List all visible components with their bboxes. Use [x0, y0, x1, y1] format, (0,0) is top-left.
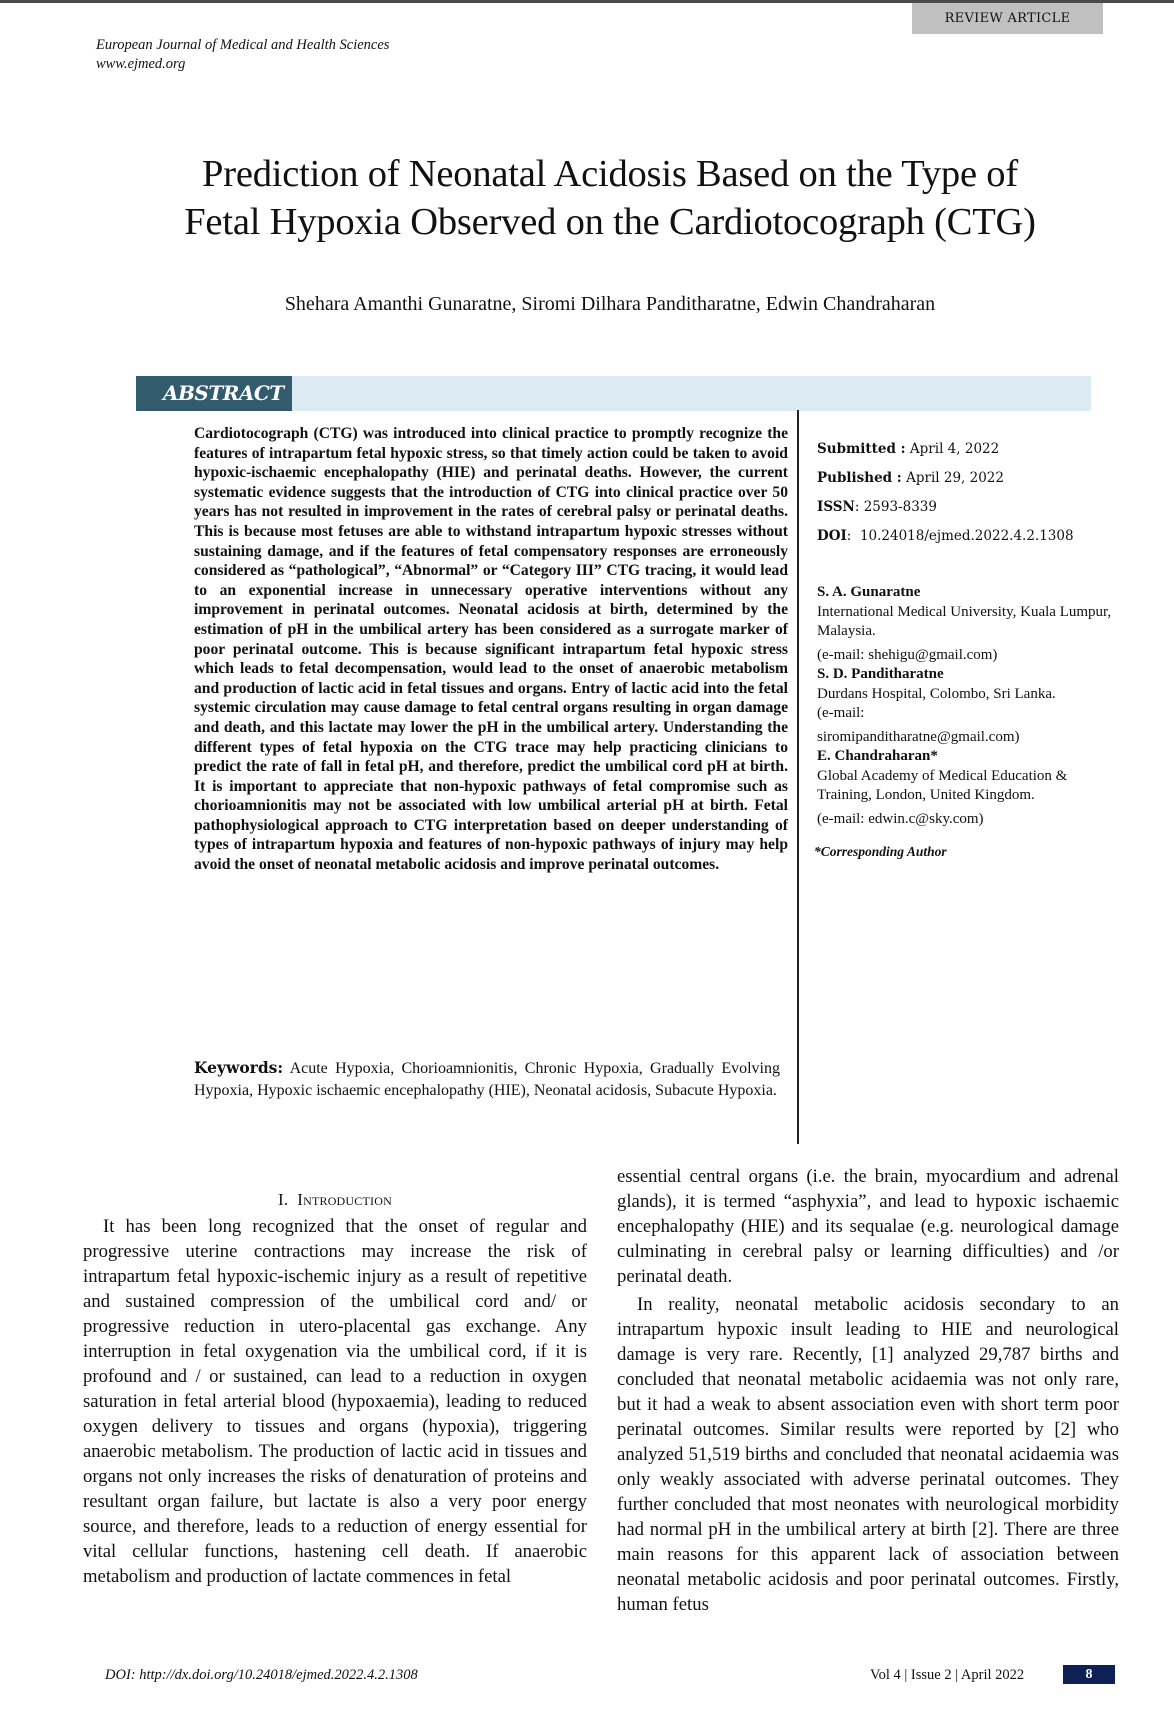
affiliation-email[interactable]: (e-mail: edwin.c@sky.com)	[817, 810, 984, 827]
body-column-right	[617, 1164, 1119, 1617]
doi-value[interactable]: 10.24018/ejmed.2022.4.2.1308	[859, 528, 1074, 544]
affiliation-institution: Durdans Hospital, Colombo, Sri Lanka.	[817, 685, 1056, 702]
title-line-2: Fetal Hypoxia Observed on the Cardiotocograph (CTG)	[184, 201, 1036, 243]
journal-name: European Journal of Medical and Health Sciences	[96, 37, 390, 53]
author-affiliations	[817, 583, 1117, 829]
doi: DOI: 10.24018/ejmed.2022.4.2.1308	[817, 528, 1074, 544]
affiliation-email[interactable]: (e-mail: shehigu@gmail.com)	[817, 646, 998, 663]
submitted-label: Submitted :	[817, 441, 906, 457]
abstract-header-bar	[136, 376, 1091, 411]
keywords	[194, 1057, 780, 1102]
published-date	[817, 469, 1117, 498]
issn-value: 2593-8339	[863, 499, 937, 515]
body-paragraph: It has been long recognized that the onset of regular and progressive uterine contractions may increase the risk of intrapartum fetal hypoxic-ischemic injury as a result of repetitive and sustained compression of the umbilical cord and/ or progressive reduction in utero-placental gas exchange. Any interruption in fetal oxygenation via the umbilical cord, if it is profound and / or sustained, can lead to a reduction in oxygen saturation in fetal arterial blood (hypoxaemia), leading to reduced oxygen delivery to tissues and organs (hypoxia), triggering anaerobic metabolism. The production of lactic acid in tissues and organs not only increases the risks of denaturation of proteins and resultant organ failure, but lactate is also a very poor energy source, and therefore, leads to a reduction of energy essential for vital cellular functions, hastening cell death. If anaerobic metabolism and production of lactate commences in fetal	[83, 1216, 587, 1587]
doi-label: DOI	[817, 528, 847, 544]
page-number: 8	[1063, 1665, 1115, 1684]
section-number: I.	[278, 1190, 289, 1209]
body-column-left	[83, 1214, 587, 1589]
affiliation-email[interactable]: siromipanditharatne@gmail.com)	[817, 728, 1020, 745]
article-metadata	[817, 440, 1117, 556]
keywords-label: Keywords:	[194, 1058, 284, 1077]
abstract-label: ABSTRACT	[136, 376, 292, 411]
corresponding-author-note: *Corresponding Author	[814, 844, 947, 859]
published-label: Published :	[817, 470, 902, 486]
footer-doi[interactable]: DOI: http://dx.doi.org/10.24018/ejmed.2022.4.2.1308	[105, 1667, 418, 1683]
submitted-date	[817, 440, 1117, 469]
column-divider	[797, 410, 799, 1144]
footer-volume-issue: Vol 4 | Issue 2 | April 2022	[870, 1667, 1025, 1683]
section-title: Introduction	[297, 1190, 392, 1209]
keywords-list: Acute Hypoxia, Chorioamnionitis, Chronic Hypoxia, Gradually Evolving Hypoxia, Hypoxic ischaemic encephalopathy (HIE), Neonatal acidosis, Subacute Hypoxia.	[194, 1060, 781, 1099]
journal-url[interactable]: www.ejmed.org	[96, 56, 186, 72]
journal-header	[96, 36, 389, 74]
abstract-text: Cardiotocograph (CTG) was introduced into clinical practice to promptly recognize the features of intrapartum fetal hypoxic stress, so that timely action could be taken to avoid hypoxic-ischaemic encephalopathy (HIE) and perinatal deaths. However, the current systematic evidence suggests that the introduction of CTG into clinical practice over 50 years has not resulted in improvement in the rates of cerebral palsy or perinatal deaths. This is because most fetuses are able to withstand intrapartum hypoxic stresses without sustaining damage, and if the features of fetal compensatory responses are erroneously considered as “pathological”, “Abnormal” or “Category III” CTG tracing, it would lead to an exponential increase in unnecessary operative interventions without any improvement in perinatal outcomes. Neonatal acidosis at birth, determined by the estimation of pH in the umbilical artery has been considered as a surrogate marker of poor perinatal outcome. This is because significant intrapartum fetal hypoxic stress which leads to fetal decompensation, would lead to the onset of anaerobic metabolism and production of lactic acid in fetal tissues and organs. Entry of lactic acid into the fetal systemic circulation may cause damage to fetal central organs resulting in organ damage and death, and this lactate may lower the pH in the umbilical artery. Understanding the different types of fetal hypoxia on the CTG trace may help practicing clinicians to predict the rate of fall in fetal pH, and therefore, predict the umbilical cord pH at birth. It is important to appreciate that non-hypoxic pathways of fetal compromise such as chorioamnionitis may not be associated with low umbilical arterial pH at birth. Fetal pathophysiological approach to CTG interpretation based on deeper understanding of types of intrapartum hypoxia and features of non-hypoxic pathways of injury may help avoid the onset of neonatal metabolic acidosis and improve perinatal outcomes.	[194, 425, 788, 874]
affiliation-email: (e-mail:	[817, 705, 865, 721]
published-value: April 29, 2022	[906, 470, 1004, 486]
body-paragraph: essential central organs (i.e. the brain, myocardium and adrenal glands), it is termed “asphyxia”, and lead to hypoxic ischaemic encephalopathy (HIE) and its sequalae (e.g. neurological damage culminating in cerebral palsy or learning difficulties) and /or perinatal death.	[617, 1166, 1119, 1287]
affiliation-name: E. Chandraharan*	[817, 748, 938, 764]
article-type-badge: REVIEW ARTICLE	[912, 3, 1103, 34]
body-paragraph: In reality, neonatal metabolic acidosis secondary to an intrapartum hypoxic insult leading to HIE and neurological damage is very rare. Recently, [1] analyzed 29,787 births and concluded that neonatal metabolic acidaemia was not only rare, but it had a weak to absent association even with short term poor perinatal outcomes. Similar results were reported by [2] who analyzed 51,519 births and concluded that neonatal acidaemia was only weakly associated with adverse perinatal outcomes. They further concluded that most neonates with neurological morbidity had normal pH in the umbilical artery at birth [2]. There are three main reasons for this apparent lack of association between neonatal metabolic acidosis and poor perinatal outcomes. Firstly, human fetus	[617, 1294, 1119, 1615]
title-line-1: Prediction of Neonatal Acidosis Based on the Type of	[202, 153, 1018, 195]
affiliation-name: S. A. Gunaratne	[817, 584, 921, 600]
affiliation-name: S. D. Panditharatne	[817, 666, 944, 682]
affiliation-institution: Global Academy of Medical Education & Training, London, United Kingdom.	[817, 767, 1068, 803]
author-list: Shehara Amanthi Gunaratne, Siromi Dilhara Panditharatne, Edwin Chandraharan	[284, 293, 936, 315]
submitted-value: April 4, 2022	[909, 441, 1000, 457]
issn-label: ISSN	[817, 499, 855, 515]
affiliation-institution: International Medical University, Kuala Lumpur, Malaysia.	[817, 603, 1112, 639]
section-heading	[83, 1190, 587, 1210]
article-title	[100, 150, 1120, 246]
issn: ISSN: 2593-8339	[817, 499, 937, 515]
